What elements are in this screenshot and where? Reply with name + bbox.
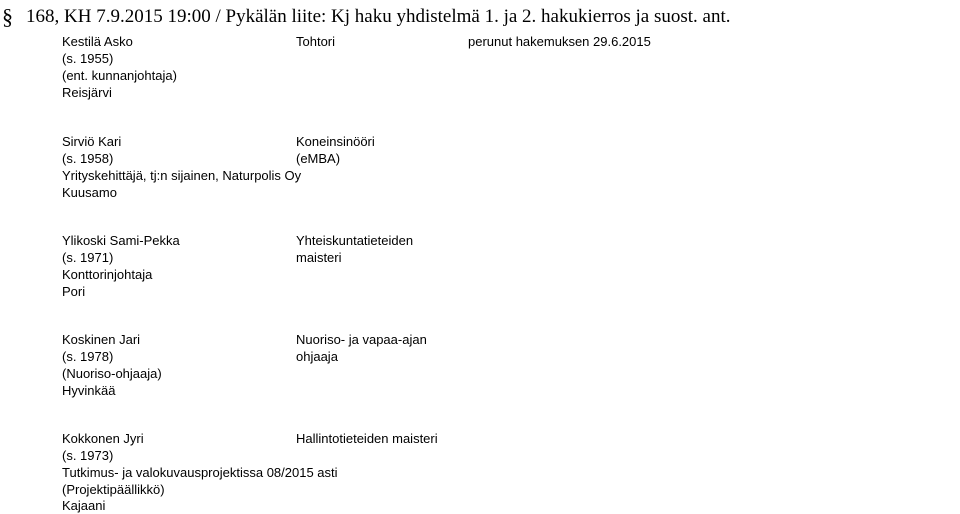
candidate-position: Konttorinjohtaja (62, 267, 153, 282)
candidate-position: Yrityskehittäjä, tj:n sijainen, Naturpolis Oy (62, 168, 302, 183)
candidate-note: perunut hakemuksen 29.6.2015 (468, 34, 651, 49)
candidate-position: Tutkimus- ja valokuvausprojektissa 08/2015 asti (62, 465, 338, 480)
candidate-degree: Hallintotieteiden maisteri (296, 431, 438, 446)
candidate-position: (ent. kunnanjohtaja) (62, 68, 177, 83)
candidate-name: Koskinen Jari (62, 332, 141, 347)
candidate-name: Ylikoski Sami-Pekka (62, 233, 180, 248)
candidate-name: Kestilä Asko (62, 34, 133, 49)
candidate-degree: Yhteiskuntatieteiden (296, 233, 414, 248)
candidate-birth-year: (s. 1958) (62, 151, 114, 166)
candidate-position-title: (Projektipäällikkö) (62, 482, 165, 497)
candidate-birth-year: (s. 1971) (62, 250, 114, 265)
candidate-birth-year: (s. 1973) (62, 448, 114, 463)
page-header (0, 0, 960, 32)
candidate-town: Kuusamo (62, 185, 117, 200)
candidate-name: Sirviö Kari (62, 134, 122, 149)
candidate-town: Reisjärvi (62, 85, 112, 100)
candidate-town: Pori (62, 284, 86, 299)
candidate-degree-detail: maisteri (296, 250, 342, 265)
candidate-name: Kokkonen Jyri (62, 431, 144, 446)
candidate-degree: Koneinsinööri (296, 134, 375, 149)
page-title: 168, KH 7.9.2015 19:00 / Pykälän liite: Kj haku yhdistelmä 1. ja 2. hakukierros ja suost. ant. (26, 6, 731, 27)
candidate-degree: Nuoriso- ja vapaa-ajan (296, 332, 427, 347)
candidate-degree-detail: ohjaaja (296, 349, 338, 364)
candidate-position: (Nuoriso-ohjaaja) (62, 366, 162, 381)
section-icon: § (2, 4, 13, 29)
candidate-birth-year: (s. 1955) (62, 51, 114, 66)
candidate-town: Kajaani (62, 498, 106, 513)
candidate-town: Hyvinkää (62, 383, 116, 398)
candidate-degree: Tohtori (296, 34, 336, 49)
candidate-birth-year: (s. 1978) (62, 349, 114, 364)
candidate-degree-detail: (eMBA) (296, 151, 341, 166)
